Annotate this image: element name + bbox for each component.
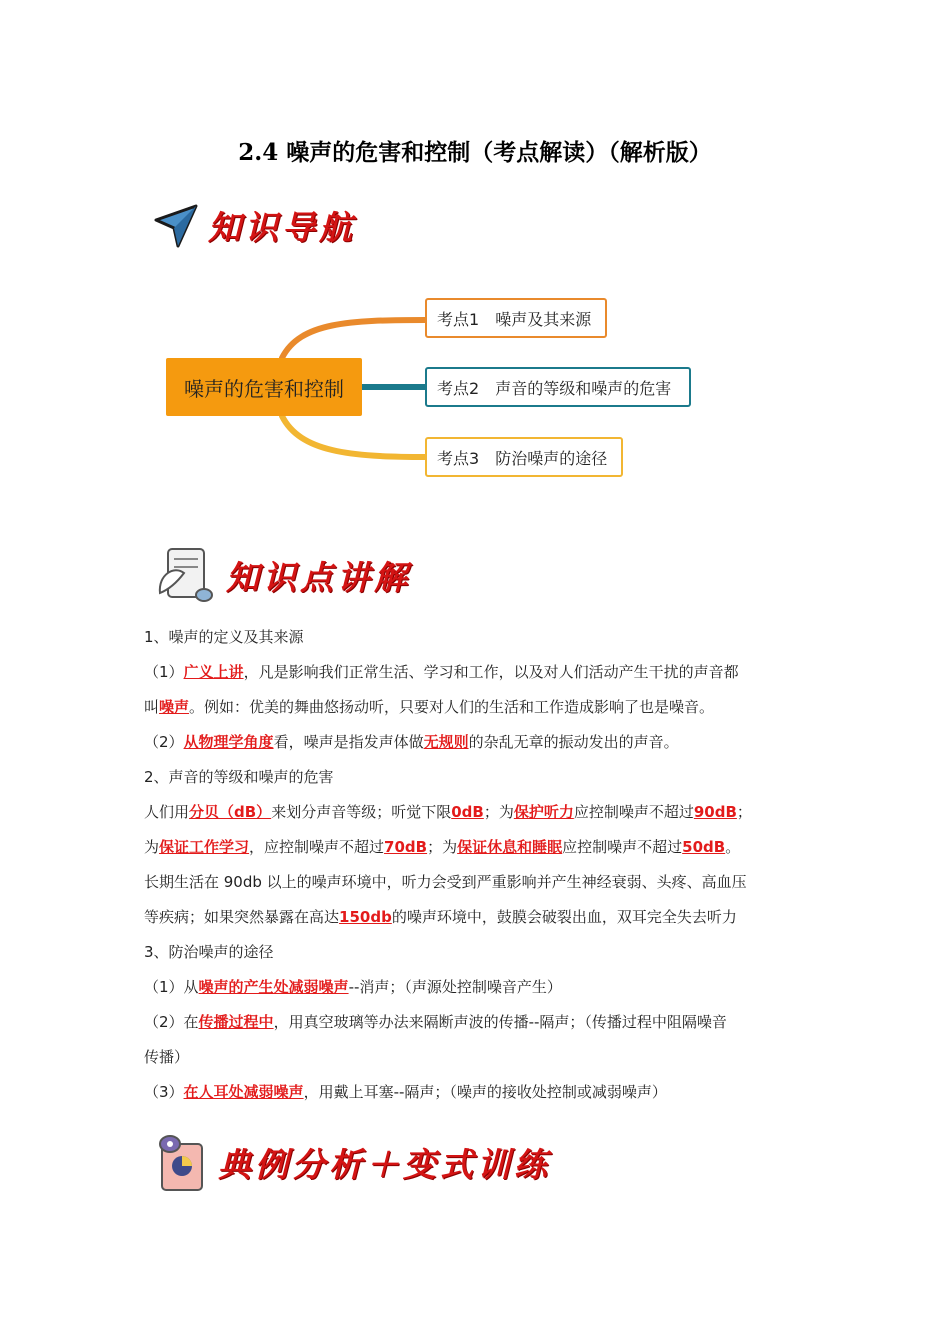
text: ；为 xyxy=(427,838,458,856)
highlight: 噪声的产生处减弱噪声 xyxy=(198,978,349,996)
highlight: 保护听力 xyxy=(513,803,574,821)
mindmap-center: 噪声的危害和控制 xyxy=(166,358,362,416)
text: （2） xyxy=(144,733,184,751)
topic-number: 考点1 xyxy=(437,309,480,329)
highlight: 在人耳处减弱噪声 xyxy=(183,1083,304,1101)
text: 的噪声环境中，鼓膜会破裂出血，双耳完全失去听力 xyxy=(391,908,737,926)
highlight: 噪声 xyxy=(159,698,190,716)
text: 应控制噪声不超过 xyxy=(562,838,683,856)
highlight: 70dB xyxy=(384,838,428,856)
text: （1）从 xyxy=(144,978,199,996)
topic-label: 防治噪声的途径 xyxy=(495,448,608,468)
paragraph xyxy=(144,1005,727,1040)
text: ，用戴上耳塞--隔声；（噪声的接收处控制或减弱噪声） xyxy=(303,1083,667,1101)
paragraph xyxy=(144,1075,667,1110)
text: 看，噪声是指发声体做 xyxy=(273,733,424,751)
text: 。例如：优美的舞曲悠扬动听，只要对人们的生活和工作造成影响了也是噪音。 xyxy=(189,698,715,716)
explain-banner xyxy=(154,545,411,605)
text: 应控制噪声不超过 xyxy=(573,803,694,821)
section-1-heading: 1、噪声的定义及其来源 xyxy=(144,628,304,646)
text: （2）在 xyxy=(144,1013,199,1031)
paragraph: 长期生活在 90db 以上的噪声环境中，听力会受到严重影响并产生神经衰弱、头疼、高血压 xyxy=(144,873,747,891)
topic-label: 噪声及其来源 xyxy=(495,309,592,329)
topic-number: 考点2 xyxy=(437,378,480,398)
page-title: 2.4 噪声的危害和控制（考点解读）（解析版） xyxy=(238,139,712,166)
text: 叫 xyxy=(144,698,160,716)
knowledge-content xyxy=(144,620,814,1120)
examples-banner-title: 典例分析＋变式训练 xyxy=(218,1144,551,1184)
mindmap-topic-2 xyxy=(425,367,691,407)
text: 人们用 xyxy=(144,803,190,821)
text: --消声；（声源处控制噪音产生） xyxy=(348,978,562,996)
presentation-chart-icon xyxy=(152,1130,210,1194)
connector-topic-1 xyxy=(282,320,425,358)
paragraph xyxy=(144,655,739,690)
highlight: 保证工作学习 xyxy=(159,838,250,856)
topic-number: 考点3 xyxy=(437,448,480,468)
section-3-heading: 3、防治噪声的途径 xyxy=(144,943,274,961)
paragraph xyxy=(144,970,562,1005)
highlight: 传播过程中 xyxy=(198,1013,274,1031)
paragraph xyxy=(144,725,679,760)
paragraph xyxy=(144,795,752,830)
text: 的杂乱无章的振动发出的声音。 xyxy=(468,733,679,751)
mindmap-topic-1 xyxy=(425,298,607,338)
text: 为 xyxy=(144,838,160,856)
explain-banner-title: 知识点讲解 xyxy=(226,557,411,597)
highlight: 分贝（dB） xyxy=(189,803,272,821)
paragraph: 传播） xyxy=(144,1048,190,1066)
scroll-quill-icon xyxy=(154,545,216,605)
nav-banner-title: 知识导航 xyxy=(208,207,356,247)
text: ； xyxy=(736,803,752,821)
topic-label: 声音的等级和噪声的危害 xyxy=(495,378,672,398)
highlight: 无规则 xyxy=(423,733,469,751)
highlight: 0dB xyxy=(451,803,484,821)
highlight: 保证休息和睡眠 xyxy=(457,838,563,856)
text: （3） xyxy=(144,1083,184,1101)
text: 。 xyxy=(725,838,741,856)
highlight: 90dB xyxy=(693,803,737,821)
connector-topic-3 xyxy=(282,416,425,457)
highlight: 50dB xyxy=(682,838,726,856)
text: ，凡是影响我们正常生活、学习和工作，以及对人们活动产生干扰的声音都 xyxy=(243,663,739,681)
text: （1） xyxy=(144,663,184,681)
mindmap-topic-3 xyxy=(425,437,623,477)
paragraph xyxy=(144,830,740,865)
examples-banner xyxy=(152,1130,551,1194)
text: 等疾病；如果突然暴露在高达 xyxy=(144,908,340,926)
text: ，应控制噪声不超过 xyxy=(249,838,385,856)
highlight: 广义上讲 xyxy=(183,663,244,681)
text: ，用真空玻璃等办法来隔断声波的传播--隔声；（传播过程中阻隔噪音 xyxy=(273,1013,727,1031)
highlight: 从物理学角度 xyxy=(183,733,274,751)
highlight: 150db xyxy=(339,908,392,926)
paragraph xyxy=(144,690,714,725)
text: ；为 xyxy=(483,803,514,821)
section-2-heading: 2、声音的等级和噪声的危害 xyxy=(144,768,334,786)
paragraph xyxy=(144,900,737,935)
text: 来划分声音等级；听觉下限 xyxy=(271,803,452,821)
